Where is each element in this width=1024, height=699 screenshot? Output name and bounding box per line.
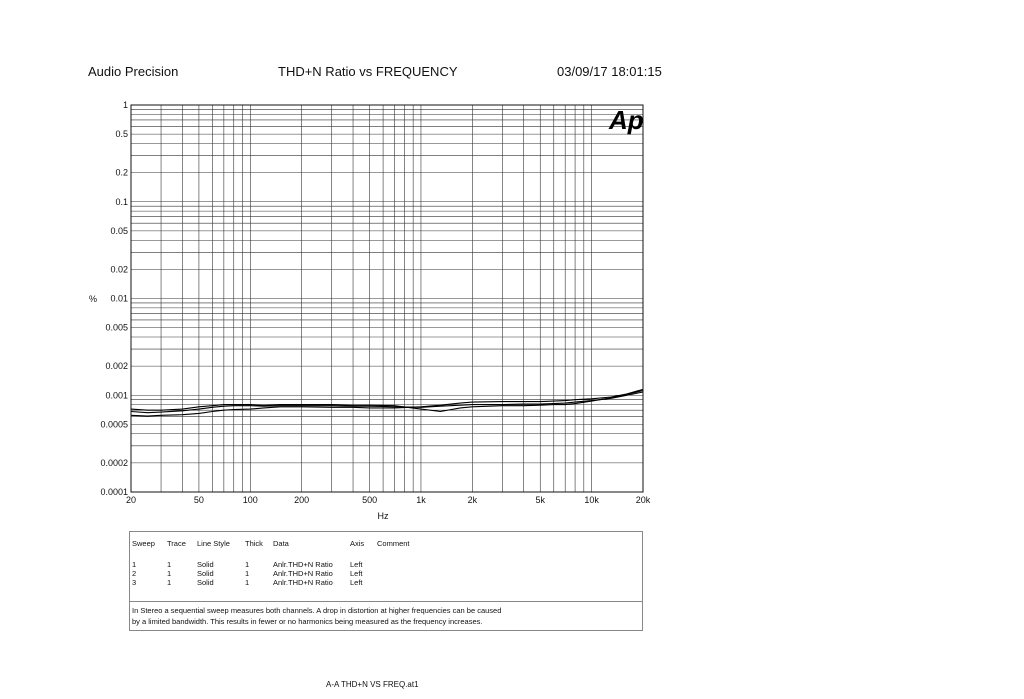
x-tick-label: 2k [467, 495, 478, 505]
legend-trace: 1 [167, 578, 172, 587]
y-tick-label: 0.1 [115, 196, 128, 207]
x-tick-label: 5k [535, 495, 546, 505]
x-axis-label: Hz [377, 511, 389, 521]
legend-header-trace: Trace [167, 539, 186, 548]
y-tick-label: 0.05 [110, 225, 128, 236]
timestamp: 03/09/17 18:01:15 [557, 64, 662, 79]
file-name: A-A THD+N VS FREQ.at1 [326, 680, 419, 689]
legend-trace: 1 [167, 569, 172, 578]
legend-sweep: 2 [132, 569, 137, 578]
legend-data: Anlr.THD+N Ratio [273, 569, 333, 578]
legend-note-line: by a limited bandwidth. This results in fewer or no harmonics being measured as the frequency increases. [132, 617, 483, 626]
legend-header-row [132, 539, 642, 549]
legend-thick: 1 [245, 569, 250, 578]
x-tick-label: 20 [125, 495, 137, 505]
legend-sweep: 3 [132, 578, 137, 587]
y-tick-label: 0.001 [105, 390, 128, 401]
legend-axis: Left [350, 569, 363, 578]
y-tick-label: 1 [122, 100, 128, 110]
legend-row [132, 569, 642, 578]
chart-grid [131, 105, 643, 492]
legend-line-style: Solid [197, 560, 214, 569]
x-axis-ticks [126, 495, 651, 505]
y-tick-label: 0.0002 [100, 457, 128, 468]
x-tick-label: 500 [362, 495, 378, 505]
legend-axis: Left [350, 578, 363, 587]
legend-header-line-style: Line Style [197, 539, 230, 548]
x-tick-label: 10k [584, 495, 599, 505]
legend-header-thick: Thick [245, 539, 263, 548]
x-tick-label: 50 [193, 495, 204, 505]
legend-note [132, 605, 501, 627]
legend-axis: Left [350, 560, 363, 569]
y-tick-label: 0.2 [115, 167, 128, 178]
legend-trace: 1 [167, 560, 172, 569]
chart-traces [131, 389, 643, 416]
legend-divider [130, 601, 642, 602]
legend-thick: 1 [245, 560, 250, 569]
x-tick-label: 1k [416, 495, 426, 505]
legend-header-data: Data [273, 539, 289, 548]
y-tick-label: 0.5 [115, 129, 128, 140]
legend-row [132, 560, 642, 569]
y-tick-label: 0.005 [105, 322, 128, 333]
x-tick-label: 200 [294, 495, 310, 505]
legend-table [129, 531, 643, 631]
legend-header-axis: Axis [350, 539, 365, 548]
legend-header-comment: Comment [377, 539, 410, 548]
chart-title: THD+N Ratio vs FREQUENCY [278, 64, 458, 79]
legend-line-style: Solid [197, 578, 214, 587]
legend-note-line: In Stereo a sequential sweep measures both channels. A drop in distortion at higher frequencies can be caused [132, 606, 502, 615]
y-tick-label: 0.02 [110, 264, 128, 275]
y-tick-label: 0.0001 [100, 487, 128, 497]
legend-thick: 1 [245, 578, 250, 587]
legend-data: Anlr.THD+N Ratio [273, 560, 333, 569]
ap-logo: Ap [609, 105, 644, 135]
x-tick-label: 20k [635, 495, 651, 505]
y-tick-label: 0.01 [110, 293, 128, 304]
legend-data: Anlr.THD+N Ratio [273, 578, 333, 587]
legend-sweep: 1 [132, 560, 137, 569]
y-tick-label: 0.002 [105, 361, 128, 372]
legend-row [132, 578, 642, 587]
y-tick-label: 0.0005 [100, 419, 128, 430]
y-axis-label: % [89, 294, 98, 304]
legend-line-style: Solid [197, 569, 214, 578]
legend-header-sweep: Sweep [132, 539, 155, 548]
x-tick-label: 100 [242, 495, 258, 505]
brand-label: Audio Precision [88, 64, 179, 79]
y-axis-ticks [100, 100, 128, 497]
